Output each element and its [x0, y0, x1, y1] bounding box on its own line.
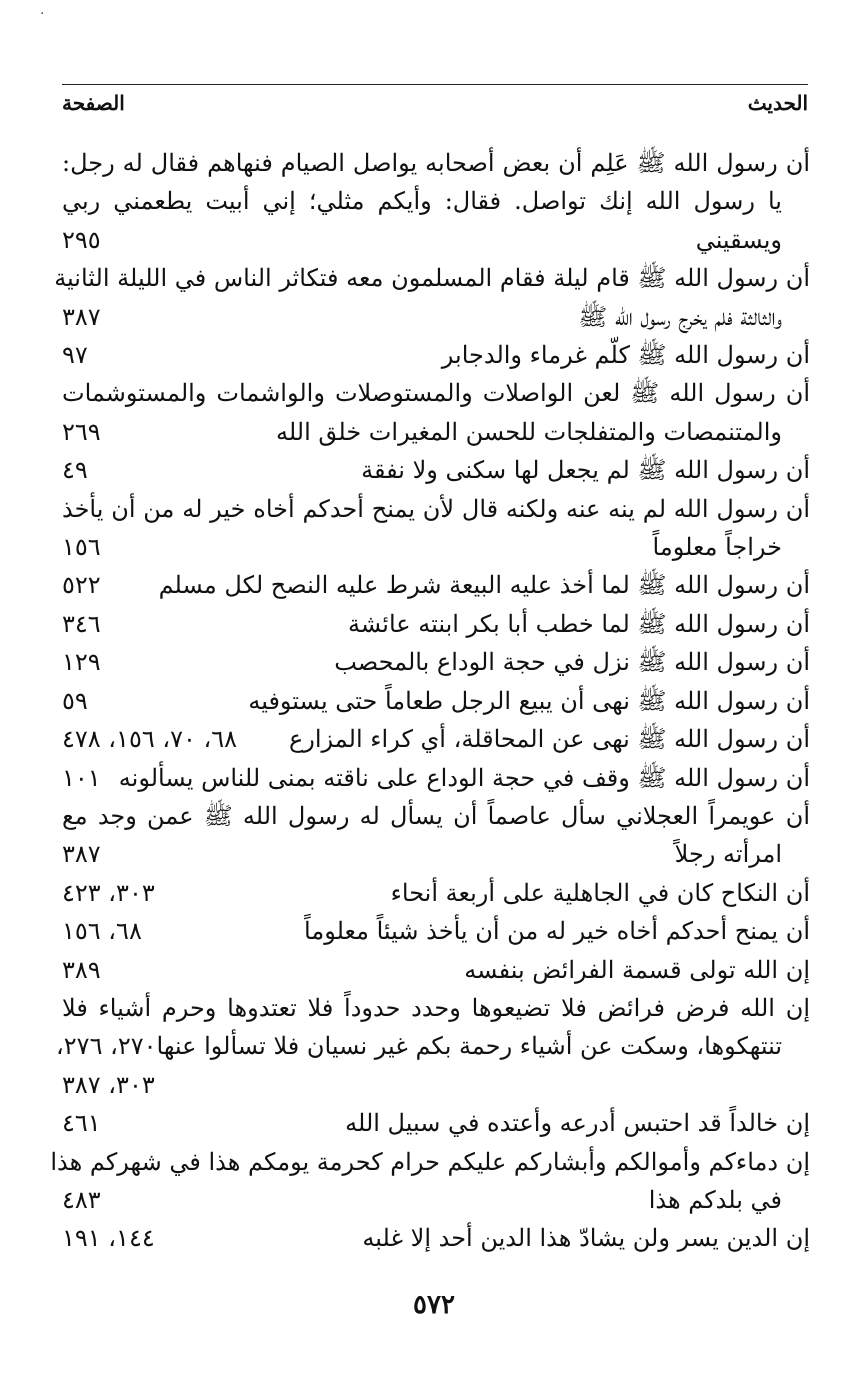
index-entry [62, 643, 810, 681]
page-reference: ٣٠٣، ٤٢٣ [62, 878, 155, 907]
hadith-text: أن رسول الله لم ينه عنه ولكنه قال لأن يمنح أحدكم أخاه خير له من أن يأخذ [62, 494, 810, 523]
hadith-text: ويسقيني [695, 225, 782, 254]
index-entry [62, 144, 810, 259]
page-reference: ٤٩ [62, 456, 88, 485]
hadith-text: أن رسول الله ﷺ لما أخذ عليه البيعة شرط عليه النصح لكل مسلم [158, 571, 810, 600]
index-entry [62, 1104, 810, 1142]
hadith-text: أن رسول الله ﷺ قام ليلة فقام المسلمون معه فتكاثر الناس في الليلة الثانية [54, 264, 810, 293]
page-reference: ٢٧٠، ٢٧٦، [56, 1032, 157, 1061]
hadith-text: إن الله فرض فرائض فلا تضيعوها وحدد حدوداً فلا تعتدوها وحرم أشياء فلا [62, 993, 810, 1022]
page-reference: ٤٦١ [62, 1109, 101, 1138]
index-entry [62, 490, 810, 567]
hadith-index-list [50, 144, 810, 1258]
hadith-text: أن رسول الله ﷺ نهى عن المحاقلة، أي كراء المزارع [288, 725, 810, 754]
hadith-text: إن الله تولى قسمة الفرائض بنفسه [464, 955, 810, 984]
hadith-text: أن يمنح أحدكم أخاه خير له من أن يأخذ شيئاً معلوماً [304, 917, 810, 946]
entry-line [62, 912, 810, 950]
index-entry [62, 566, 810, 604]
hadith-text: أن رسول الله ﷺ لم يجعل لها سكنى ولا نفقة [361, 456, 810, 485]
hadith-text: أن عويمراً العجلاني سأل عاصماً أن يسأل له رسول الله ﷺ عمن وجد مع [62, 801, 810, 830]
index-entry [62, 759, 810, 797]
index-entry [50, 1143, 810, 1220]
page-reference: ٥٢٢ [62, 571, 101, 600]
entry-line [62, 951, 810, 989]
index-entry [56, 989, 810, 1104]
hadith-text: إن خالداً قد احتبس أدرعه وأعتده في سبيل الله [345, 1109, 810, 1138]
page-reference: ٩٧ [62, 341, 88, 370]
entry-line [54, 259, 810, 297]
entry-line [62, 566, 810, 604]
hadith-text: أن رسول الله ﷺ نزل في حجة الوداع بالمحصب [334, 648, 810, 677]
entry-line [50, 1143, 810, 1181]
index-entry [62, 682, 810, 720]
page-reference: ٤٨٣ [62, 1185, 101, 1214]
corner-mark: · [40, 6, 45, 22]
hadith-text: أن رسول الله ﷺ وقف في حجة الوداع على ناقته بمنى للناس يسألونه [118, 763, 810, 792]
index-entry [62, 912, 810, 950]
page-reference: ٦٨، ٧٠، ١٥٦، ٤٧٨ [62, 725, 238, 754]
hadith-text: أن رسول الله ﷺ لما خطب أبا بكر ابنته عائشة [348, 609, 810, 638]
hadith-text: إن دماءكم وأموالكم وأبشاركم عليكم حرام كحرمة يومكم هذا في شهركم هذا [50, 1147, 810, 1176]
entry-line [62, 605, 810, 643]
hadith-column-label: الحديث [747, 91, 808, 115]
hadith-text: يا رسول الله إنك تواصل. فقال: وأيكم مثلي؛ إني أبيت يطعمني ربي [62, 187, 782, 216]
entry-line [62, 221, 810, 259]
entry-line [62, 1104, 810, 1142]
entry-line [62, 989, 810, 1027]
page-reference: ٣٠٣، ٣٨٧ [62, 1070, 155, 1099]
entry-line [62, 182, 810, 220]
entry-line [62, 413, 810, 451]
page-number: ٥٧٢ [413, 1290, 455, 1320]
page-reference: ١٠١ [62, 763, 101, 792]
entry-line [62, 759, 810, 797]
entry-line [62, 298, 810, 336]
hadith-text: تنتهكوها، وسكت عن أشياء رحمة بكم غير نسيان فلا تسألوا عنها [156, 1032, 782, 1061]
page-reference: ٣٨٧ [62, 302, 101, 331]
page-reference: ١٥٦ [62, 533, 101, 562]
index-header [62, 84, 808, 115]
index-entry [62, 797, 810, 874]
hadith-text: في بلدكم هذا [648, 1185, 782, 1214]
hadith-text: والثالثة فلم يخرج رسول الله ﷺ [578, 302, 782, 331]
entry-line [56, 1027, 810, 1065]
index-entry [62, 605, 810, 643]
page-reference: ١٢٩ [62, 648, 101, 677]
entry-line [62, 528, 810, 566]
entry-line [62, 835, 810, 873]
entry-line [62, 144, 810, 182]
entry-line [62, 451, 810, 489]
entry-line [62, 1219, 810, 1257]
index-entry [62, 720, 810, 758]
index-entry [62, 874, 810, 912]
entry-line [62, 643, 810, 681]
hadith-text: أن رسول الله ﷺ لعن الواصلات والمستوصلات والواشمات والمستوشمات [62, 379, 810, 408]
hadith-text: أن رسول الله ﷺ نهى أن يبيع الرجل طعاماً حتى يستوفيه [248, 686, 810, 715]
hadith-text: امرأته رجلاً [674, 840, 782, 869]
page-reference: ٥٩ [62, 686, 88, 715]
hadith-text: أن النكاح كان في الجاهلية على أربعة أنحاء [390, 878, 810, 907]
index-entry [62, 1219, 810, 1257]
hadith-text: أن رسول الله ﷺ كلّم غرماء والدجابر [441, 341, 810, 370]
index-entry [62, 951, 810, 989]
page-reference: ٣٨٩ [62, 955, 101, 984]
hadith-text: أن رسول الله ﷺ عَلِم أن بعض أصحابه يواصل الصيام فنهاهم فقال له رجل: [62, 149, 810, 177]
entry-line [62, 336, 810, 374]
page-reference: ١٤٤، ١٩١ [62, 1224, 155, 1253]
entry-line [62, 720, 810, 758]
entry-line [62, 490, 810, 528]
page-reference: ٣٤٦ [62, 609, 101, 638]
entry-line [62, 682, 810, 720]
index-entry [62, 451, 810, 489]
entry-line [62, 1066, 810, 1104]
entry-line [62, 874, 810, 912]
entry-line [62, 1181, 810, 1219]
page-reference: ٢٩٥ [62, 225, 101, 254]
page-reference: ٣٨٧ [62, 840, 101, 869]
page-reference: ٦٨، ١٥٦ [62, 917, 142, 946]
entry-line [62, 374, 810, 412]
hadith-text: خراجاً معلوماً [652, 533, 782, 562]
index-entry [62, 374, 810, 451]
hadith-text: والمتنمصات والمتفلجات للحسن المغيرات خلق الله [275, 417, 782, 446]
index-entry [54, 259, 810, 336]
index-entry [62, 336, 810, 374]
page-reference: ٢٦٩ [62, 417, 101, 446]
page-column-label: الصفحة [62, 91, 125, 115]
entry-line [62, 797, 810, 835]
hadith-text: إن الدين يسر ولن يشادّ هذا الدين أحد إلا غلبه [362, 1224, 810, 1253]
